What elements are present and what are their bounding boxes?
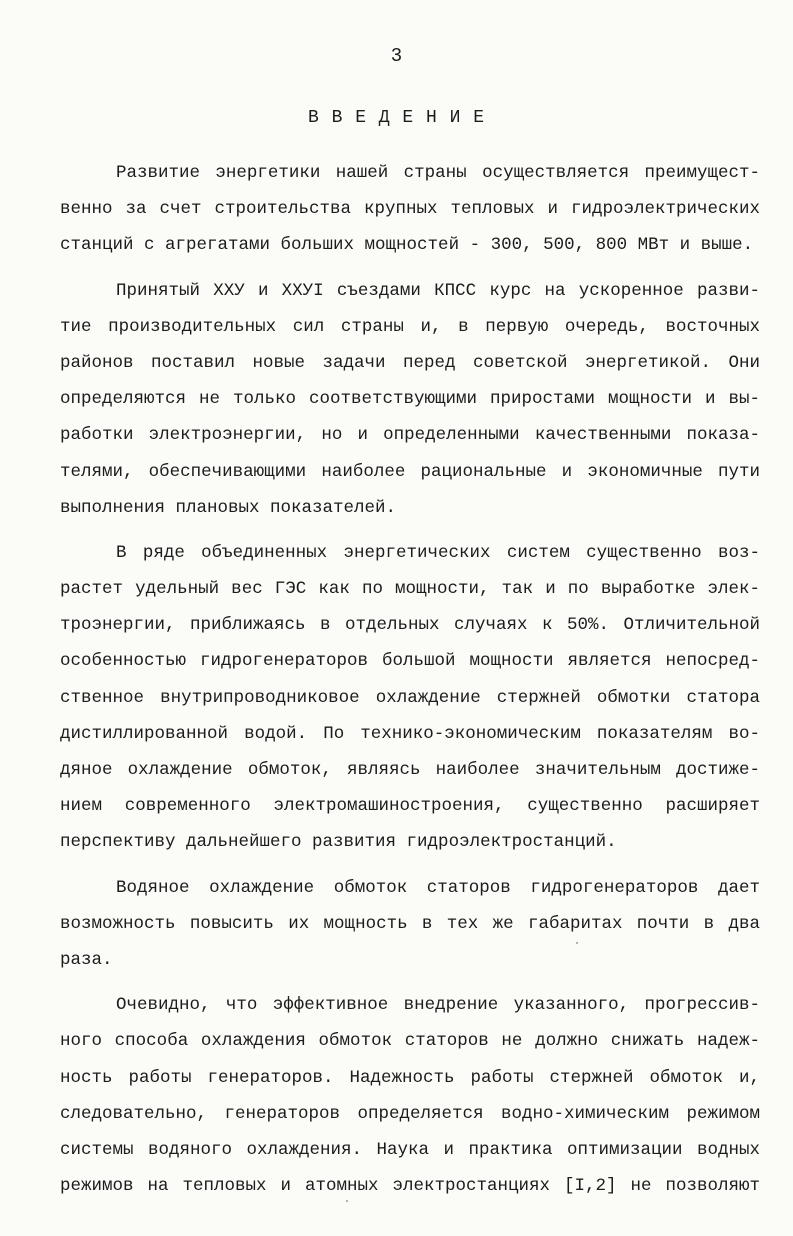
paragraph-4 xyxy=(60,870,760,979)
text-line: ного способа охлаждения обмоток статоров не должно снижать надеж- xyxy=(60,1031,760,1052)
scan-speck xyxy=(576,942,578,944)
text-line: ственное внутрипроводниковое охлаждение стержней обмотки статора xyxy=(60,687,760,708)
text-line: дяное охлаждение обмоток, являясь наиболее значительным достиже- xyxy=(60,760,760,780)
paragraph-3 xyxy=(60,535,760,861)
text-line: нием современного электромашиностроения, существенно расширяет xyxy=(60,796,760,817)
text-line: следовательно, генераторов определяется водно-химическим режимом xyxy=(60,1103,760,1124)
text-line: системы водяного охлаждения. Наука и практика оптимизации водных xyxy=(60,1139,760,1160)
text-line: Принятый XXУ и XXУI съездами КПСС курс на ускоренное разви- xyxy=(116,280,760,301)
text-line: Очевидно, что эффективное внедрение указанного, прогрессив- xyxy=(116,995,760,1016)
text-line: растет удельный вес ГЭС как по мощности, так и по выработке элек- xyxy=(60,579,760,600)
text-line: В ряде объединенных энергетических систем существенно воз- xyxy=(116,542,760,563)
text-line: определяются не только соответствующими приростами мощности и вы- xyxy=(60,389,760,410)
section-heading: В В Е Д Е Н И Е xyxy=(307,108,486,128)
scan-speck xyxy=(346,1200,348,1202)
text-line: венно за счет строительства крупных тепловых и гидроэлектрических xyxy=(60,199,760,220)
body-text xyxy=(60,155,760,1204)
text-line: Водяное охлаждение обмоток статоров гидрогенераторов дает xyxy=(116,877,760,898)
text-line: выполнения плановых показателей. xyxy=(60,497,397,518)
paragraph-2 xyxy=(60,273,760,526)
text-line: дистиллированной водой. По технико-экономическим показателям во- xyxy=(60,723,760,744)
text-line: троэнергии, приближаясь в отдельных случаях к 50%. Отличительной xyxy=(60,615,760,636)
text-line: телями, обеспечивающими наиболее рациональные и экономичные пути xyxy=(60,461,760,482)
text-line: станций с агрегатами больших мощностей - 300, 500, 800 МВт и выше. xyxy=(60,235,754,256)
text-line: ность работы генераторов. Надежность работы стержней обмоток и, xyxy=(60,1067,760,1088)
text-line: режимов на тепловых и атомных электростанциях [I,2] не позволяют xyxy=(60,1176,760,1197)
text-line: особенностью гидрогенераторов большой мощности является непосред- xyxy=(60,651,760,672)
text-line: районов поставил новые задачи перед советской энергетикой. Они xyxy=(60,352,760,373)
text-line: работки электроэнергии, но и определенными качественными показа- xyxy=(60,425,760,446)
paragraph-5 xyxy=(60,987,760,1204)
text-line: возможность повысить их мощность в тех же габаритах почти в два xyxy=(60,913,760,934)
paragraph-1 xyxy=(60,155,760,264)
text-line: тие производительных сил страны и, в первую очередь, восточных xyxy=(60,316,760,337)
text-line: Развитие энергетики нашей страны осуществляется преимущест- xyxy=(116,163,760,183)
text-line: раза. xyxy=(60,949,113,970)
text-line: перспективу дальнейшего развития гидроэлектростанций. xyxy=(60,832,617,853)
page-number: 3 xyxy=(390,45,403,67)
